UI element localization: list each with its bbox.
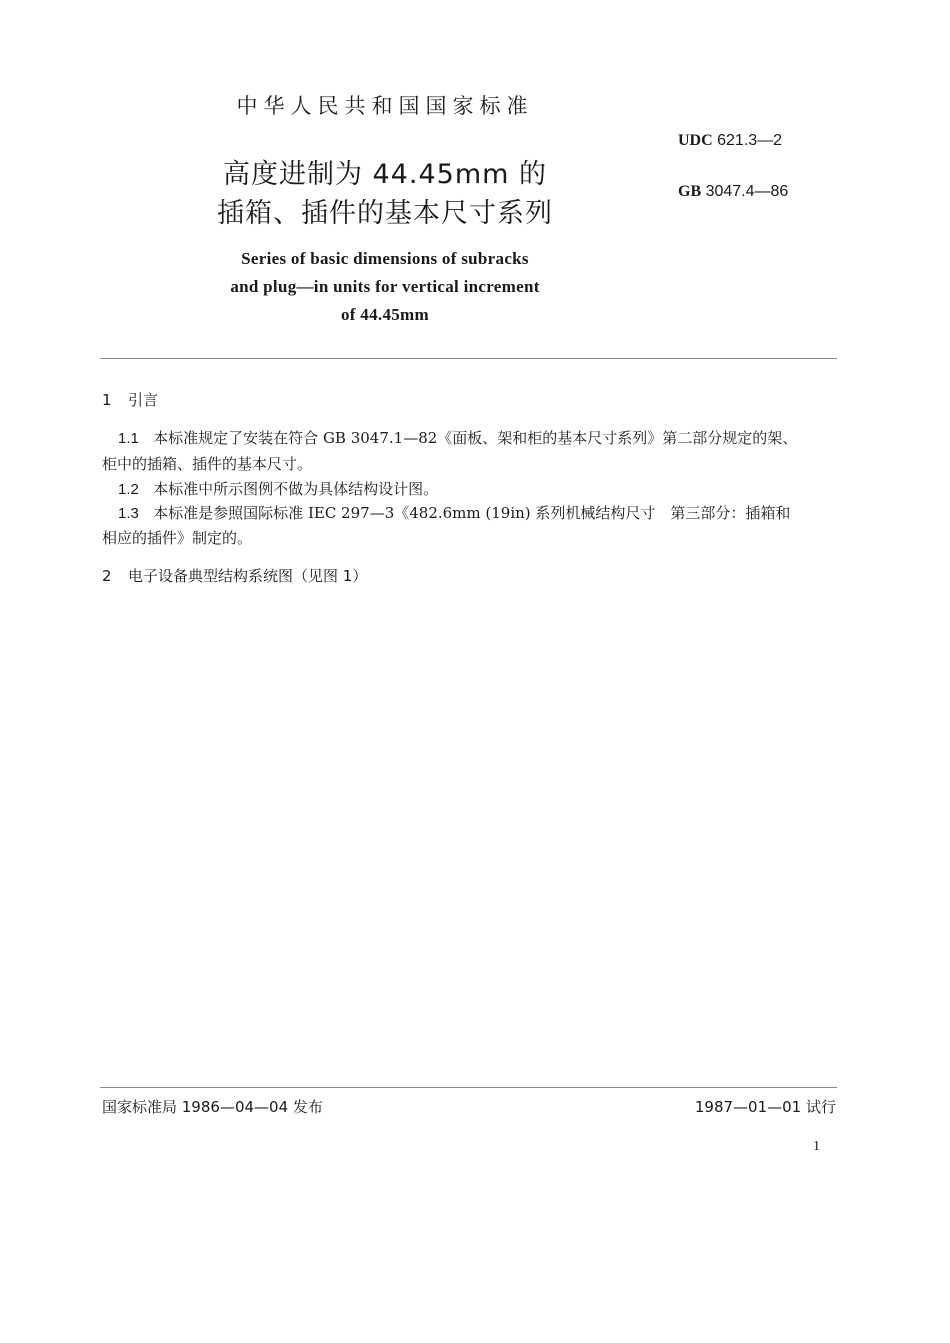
clause-1-3 (102, 502, 838, 523)
title-chinese-line-2: 插箱、插件的基本尺寸系列 (217, 198, 553, 229)
title-english-line-1: Series of basic dimensions of subracks (241, 249, 529, 268)
clause-1-1-number: 1.1 (118, 430, 139, 447)
section-1-number: 1 (102, 391, 112, 409)
gb-label: GB (678, 183, 702, 200)
clause-1-1 (102, 427, 838, 448)
page-number: 1 (813, 1139, 820, 1154)
issue-date: 国家标准局 1986—04—04 发布 (102, 1098, 323, 1116)
section-1-title: 引言 (128, 391, 159, 409)
clause-1-2-number: 1.2 (118, 481, 139, 498)
section-1-heading (102, 389, 158, 410)
footer-divider (100, 1087, 837, 1088)
udc-label: UDC (678, 132, 713, 149)
title-english-line-3: of 44.45mm (341, 305, 429, 324)
section-2-number: 2 (102, 567, 112, 585)
header-divider (100, 358, 837, 359)
clause-1-3-text: 本标准是参照国际标准 IEC 297—3《482.6mm (19in) 系列机械结构尺寸 第三部分：插箱和 (153, 504, 791, 522)
section-2-heading (102, 565, 367, 586)
issuing-country-standard-title: 中华人民共和国国家标准 (236, 94, 534, 118)
title-chinese-line-1: 高度进制为 44.45mm 的 (222, 159, 548, 190)
gb-value: 3047.4—86 (705, 183, 789, 200)
title-english-line-2: and plug—in units for vertical increment (230, 277, 540, 296)
clause-1-2 (102, 478, 838, 499)
udc-code (678, 132, 782, 150)
clause-1-3-number: 1.3 (118, 505, 139, 522)
section-2-title: 电子设备典型结构系统图（见图 1） (128, 567, 368, 585)
clause-1-2-text: 本标准中所示图例不做为具体结构设计图。 (153, 480, 439, 498)
udc-value: 621.3—2 (717, 132, 783, 149)
effective-date: 1987—01—01 试行 (694, 1098, 836, 1116)
clause-1-3-continuation: 相应的插件》制定的。 (102, 529, 253, 547)
clause-1-1-continuation: 柜中的插箱、插件的基本尺寸。 (102, 455, 313, 473)
clause-1-1-text: 本标准规定了安装在符合 GB 3047.1—82《面板、架和柜的基本尺寸系列》第二部分规定的架、 (153, 429, 798, 447)
